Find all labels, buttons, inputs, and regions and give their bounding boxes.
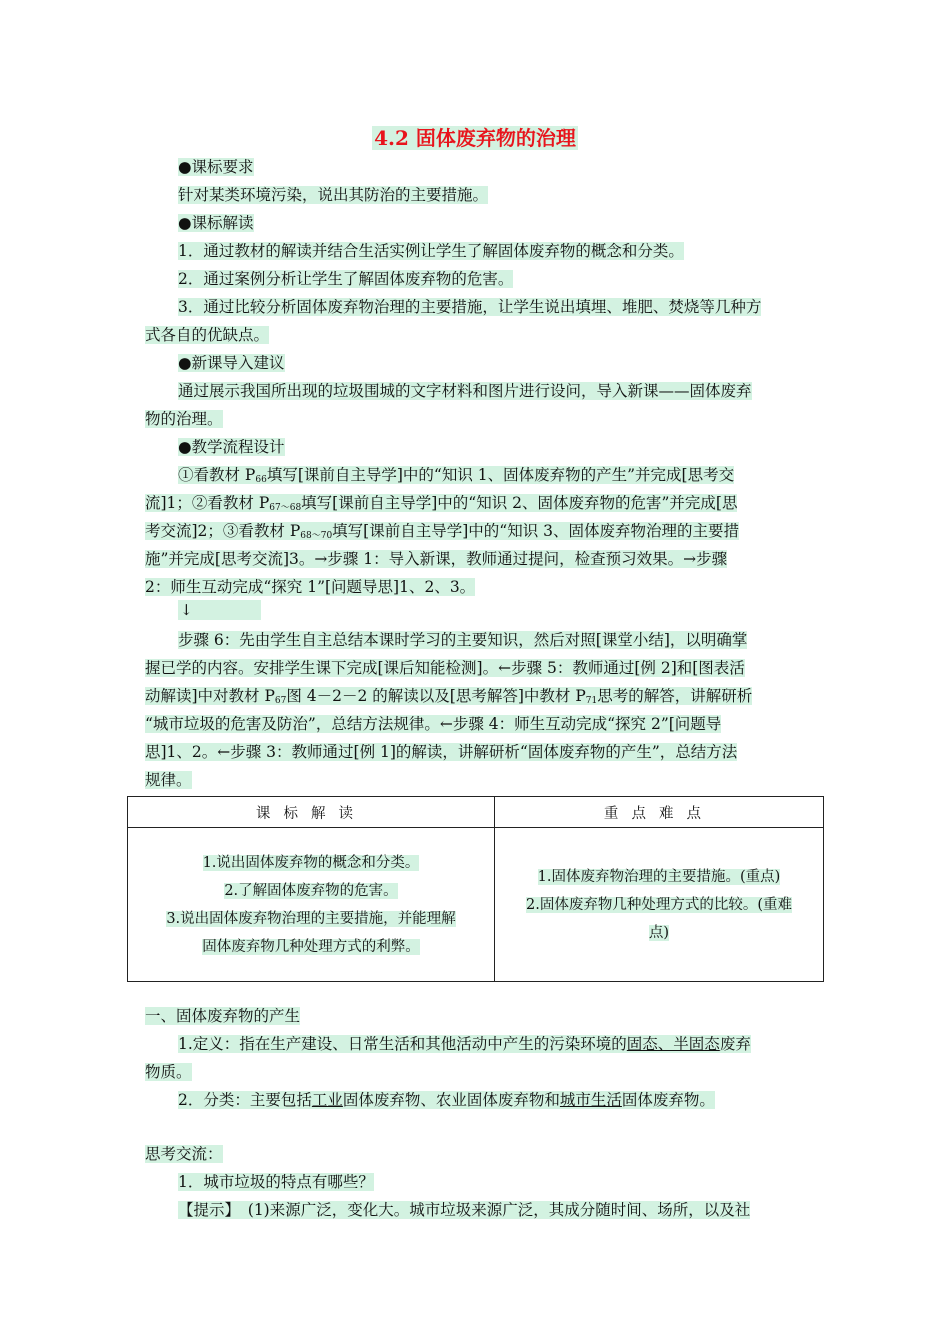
- flow-line: 施”并完成[思考交流]3。→步骤 1：导入新课，教师通过提问，检查预习效果。→步骤: [145, 550, 728, 568]
- flow-line: ①看教材 $P_{66}$填写[课前自主导学]中的“知识 1、固体废弃物的产生”并完成[思考交: [178, 466, 735, 485]
- think-tip: 【提示】 (1)来源广泛，变化大。城市垃圾来源广泛，其成分随时间、场所，以及社: [178, 1201, 751, 1219]
- table-cell-keypoints: 1.固体废弃物治理的主要措施。(重点) 2.固体废弃物几种处理方式的比较。(重难 点): [495, 828, 824, 982]
- flow-line: 步骤 6：先由学生自主总结本课时学习的主要知识，然后对照[课堂小结]，以明确掌: [178, 631, 748, 649]
- think-question: 1．城市垃圾的特点有哪些？: [178, 1173, 374, 1191]
- flow-line: 流]1；②看教材 $P_{67\sim 68}$填写[课前自主导学]中的“知识 2、固体废弃物的危害”并完成[思: [145, 494, 738, 513]
- intro-text: 通过展示我国所出现的垃圾围城的文字材料和图片进行设问，导入新课——固体废弃: [178, 382, 752, 400]
- down-arrow-icon: ↓: [178, 600, 261, 620]
- flow-line: 动解读]中对教材 $P_{67}$图 4－2－2 的解读以及[思考解答]中教材 $P_{71}$思考的解答，讲解研析: [145, 687, 753, 706]
- flow-line: 考交流]2；③看教材 $P_{68\sim 70}$填写[课前自主导学]中的“知识 3、固体废弃物治理的主要措: [145, 522, 739, 541]
- flow-line: 握已学的内容。安排学生课下完成[课后知能检测]。←步骤 5：教师通过[例 2]和[图表活: [145, 659, 745, 677]
- section-heading-intro: ●新课导入建议: [178, 354, 285, 372]
- definition-text-cont: 物质。: [145, 1063, 192, 1081]
- flow-line: “城市垃圾的危害及防治”，总结方法规律。←步骤 4：师生互动完成“探究 2”[问题导: [145, 715, 722, 733]
- interpretation-item-3: 3．通过比较分析固体废弃物治理的主要措施，让学生说出填埋、堆肥、焚烧等几种方: [178, 298, 762, 316]
- section-heading-standard: ●课标要求: [178, 158, 254, 176]
- classification-text: 2．分类：主要包括工业固体废弃物、农业固体废弃物和城市生活固体废弃物。: [178, 1091, 715, 1109]
- objectives-table: [127, 796, 824, 982]
- intro-text-cont: 物的治理。: [145, 410, 223, 428]
- section-heading-generation: 一、固体废弃物的产生: [145, 1007, 301, 1025]
- page-title: 4.2 固体废弃物的治理: [374, 126, 576, 150]
- table-header-interpretation: 课标解读: [128, 797, 495, 828]
- think-heading: 思考交流：: [145, 1145, 223, 1163]
- flow-line: 2：师生互动完成“探究 1”[问题导思]1、2、3。: [145, 578, 476, 596]
- interpretation-item-1: 1．通过教材的解读并结合生活实例让学生了解固体废弃物的概念和分类。: [178, 242, 684, 260]
- flow-line: 规律。: [145, 771, 192, 789]
- interpretation-item-3-cont: 式各自的优缺点。: [145, 326, 270, 344]
- table-header-keypoints: 重点难点: [495, 797, 824, 828]
- flow-line: 思]1、2。←步骤 3：教师通过[例 1]的解读，讲解研析“固体废弃物的产生”，总结方法: [145, 743, 738, 761]
- definition-text: 1.定义：指在生产建设、日常生活和其他活动中产生的污染环境的固态、半固态废弃: [178, 1035, 751, 1053]
- section-heading-flow: ●教学流程设计: [178, 438, 285, 456]
- interpretation-item-2: 2．通过案例分析让学生了解固体废弃物的危害。: [178, 270, 514, 288]
- section-heading-interpretation: ●课标解读: [178, 214, 254, 232]
- table-cell-interpretation: 1.说出固体废弃物的概念和分类。 2.了解固体废弃物的危害。 3.说出固体废弃物治理的主要措施，并能理解 固体废弃物几种处理方式的利弊。: [128, 828, 495, 982]
- standard-text: 针对某类环境污染，说出其防治的主要措施。: [178, 186, 489, 204]
